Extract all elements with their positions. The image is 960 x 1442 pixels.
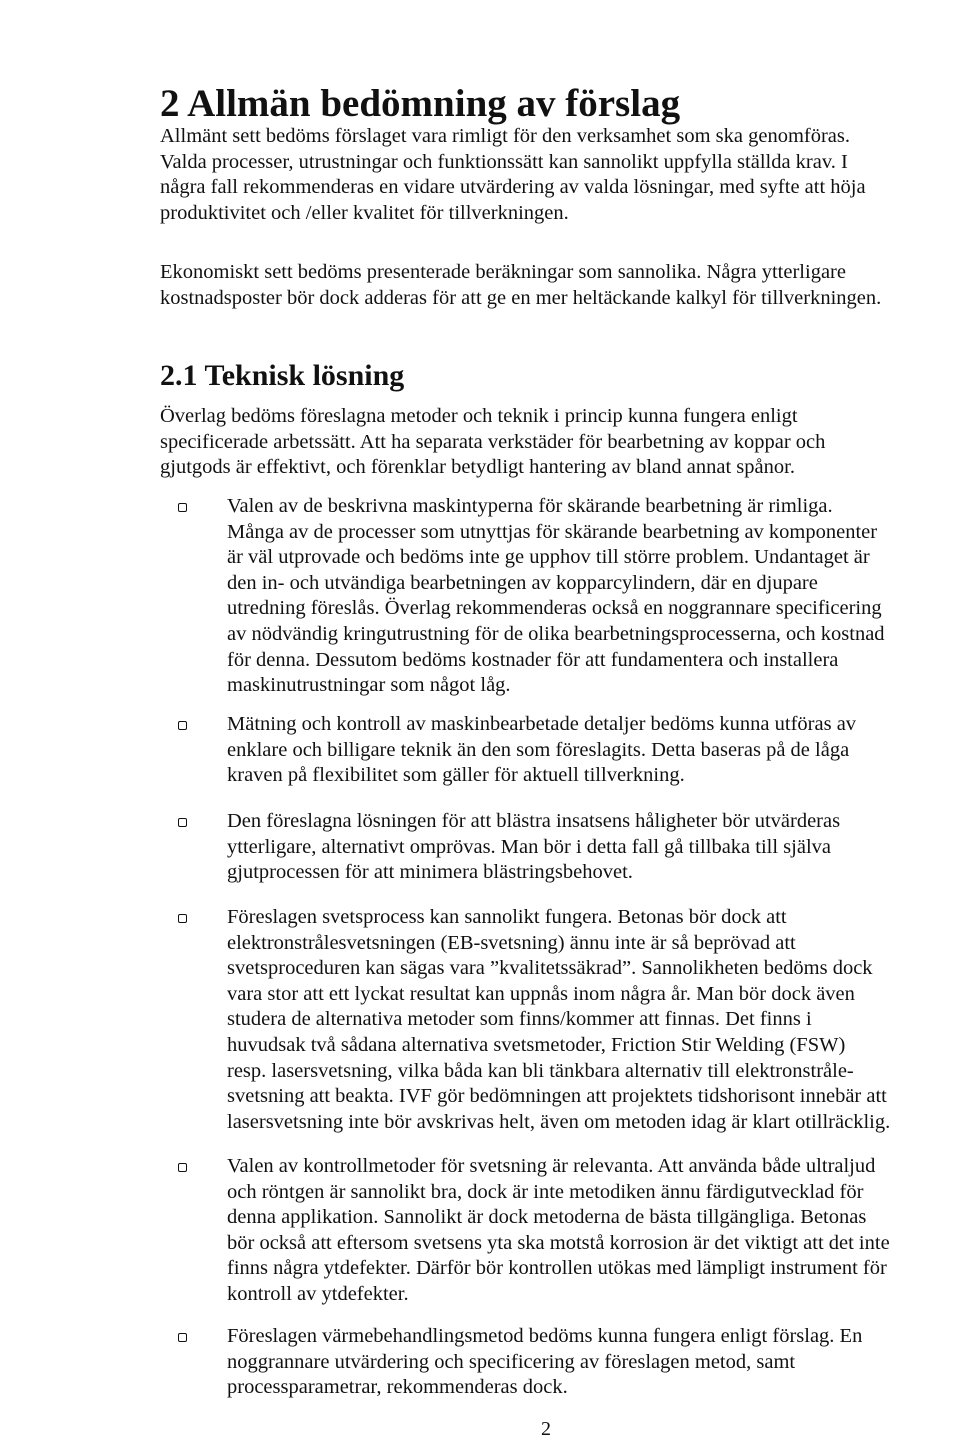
- text-line: processparametrar, rekommenderas dock.: [227, 1376, 568, 1399]
- text-line: svetsning att beakta. IVF gör bedömningen att projektets tidshorisont innebär att: [227, 1085, 887, 1108]
- text-line: Den föreslagna lösningen för att blästra insatsens håligheter bör utvärderas: [227, 810, 841, 832]
- text-line: studera de alternativa metoder som finns/kommer att finnas. Det finns i: [227, 1008, 812, 1031]
- text-line: Överlag bedöms föreslagna metoder och teknik i princip kunna fungera enligt: [160, 405, 798, 427]
- text-line: Föreslagen svetsprocess kan sannolikt fungera. Betonas bör dock att: [227, 906, 787, 928]
- text-line: ytterligare, alternativt omprövas. Man bör i detta fall gå tillbaka till själva: [227, 835, 831, 858]
- text-line: kraven på flexibilitet som gäller för aktuell tillverkning.: [227, 764, 685, 787]
- text-line: av nödvändig kringutrustning för de olika bearbetningsprocesserna, och kostnad: [227, 622, 885, 645]
- checkbox-bullet-icon: [178, 1163, 187, 1172]
- checkbox-bullet-icon: [178, 503, 187, 512]
- checkbox-bullet-icon: [178, 914, 187, 923]
- text-line: noggrannare utvärdering och specificering av föreslagen metod, samt: [227, 1350, 796, 1373]
- section-heading: 2.1 Teknisk lösning: [160, 359, 405, 392]
- text-line: Många av de processer som utnyttjas för skärande bearbetning av komponenter: [227, 520, 878, 543]
- text-line: Valda processer, utrustningar och funktionssätt kan sannolikt uppfylla ställda krav. I: [160, 150, 848, 173]
- text-line: produktivitet och /eller kvalitet för tillverkningen.: [160, 201, 569, 224]
- text-line: kostnadsposter bör dock adderas för att ge en mer heltäckande kalkyl för tillverkningen.: [160, 286, 882, 309]
- text-line: denna applikation. Sannolikt är dock metoderna de bästa tillgängliga. Betonas: [227, 1206, 867, 1229]
- checkbox-bullet-icon: [178, 1333, 187, 1342]
- text-line: resp. lasersvetsning, vilka båda kan bli tänkbara alternativ till elektronstråle-: [227, 1059, 854, 1082]
- section-paragraph: [160, 404, 920, 481]
- text-line: Mätning och kontroll av maskinbearbetade detaljer bedöms kunna utföras av: [227, 713, 857, 735]
- intro-paragraph-1: [160, 124, 920, 226]
- bullet-text: [227, 1324, 927, 1401]
- checkbox-bullet-icon: [178, 818, 187, 827]
- text-line: kontroll av ytdefekter.: [227, 1282, 409, 1305]
- text-line: några fall rekommenderas en vidare utvärdering av valda lösningar, med syfte att höja: [160, 176, 866, 198]
- text-line: enklare och billigare teknik än den som föreslagits. Detta baseras på de låga: [227, 738, 850, 761]
- text-line: den in- och utvändiga bearbetningen av kopparcylindern, där en djupare: [227, 571, 818, 594]
- text-line: Valen av de beskrivna maskintyperna för skärande bearbetning är rimliga.: [227, 495, 833, 517]
- text-line: svetsproceduren kan sägas vara ”kvalitetssäkrad”. Sannolikheten bedöms dock: [227, 957, 873, 980]
- text-line: Valen av kontrollmetoder för svetsning är relevanta. Att använda både ultraljud: [227, 1155, 876, 1177]
- text-line: gjutprocessen för att minimera blästringsbehovet.: [227, 861, 633, 884]
- text-line: huvudsak två sådana alternativa svetsmetoder, Friction Stir Welding (FSW): [227, 1033, 846, 1056]
- bullet-text: [227, 1154, 927, 1308]
- text-line: utredning föreslås. Överlag rekommenderas också en noggrannare specificering: [227, 597, 882, 620]
- text-line: är väl utprovade och bedöms inte ge upphov till större problem. Undantaget är: [227, 546, 870, 569]
- text-line: finns några ytdefekter. Därför bör kontrollen utökas med lämpligt instrument för: [227, 1257, 887, 1280]
- text-line: bör också att eftersom svetsens yta ska motstå korrosion är det viktigt att det inte: [227, 1231, 890, 1254]
- checkbox-bullet-icon: [178, 721, 187, 730]
- text-line: Allmänt sett bedöms förslaget vara rimligt för den verksamhet som ska genomföras.: [160, 125, 850, 147]
- text-line: lasersvetsning inte bör avskrivas helt, även om metoden idag är klart otillräcklig.: [227, 1110, 891, 1133]
- bullet-text: [227, 905, 927, 1135]
- page-heading: 2 Allmän bedömning av förslag: [160, 82, 681, 125]
- bullet-text: [227, 712, 927, 789]
- text-line: elektronstrålesvetsningen (EB-svetsning) ännu inte är så beprövad att: [227, 931, 796, 954]
- text-line: gjutgods är effektivt, och förenklar betydligt hantering av bland annat spånor.: [160, 456, 795, 478]
- text-line: och röntgen är sannolikt bra, dock är inte metodiken ännu färdigutvecklad för: [227, 1180, 864, 1203]
- text-line: Ekonomiskt sett bedöms presenterade beräkningar som sannolika. Några ytterligare: [160, 261, 846, 283]
- bullet-text: [227, 494, 927, 699]
- text-line: Föreslagen värmebehandlingsmetod bedöms kunna fungera enligt förslag. En: [227, 1325, 863, 1347]
- text-line: specificerade arbetssätt. Att ha separata verkstäder för bearbetning av koppar och: [160, 430, 826, 453]
- text-line: maskinutrustningar som något låg.: [227, 674, 511, 697]
- page-number: 2: [541, 1418, 551, 1440]
- text-line: för denna. Dessutom bedöms kostnader för att fundamentera och installera: [227, 648, 839, 671]
- text-line: vara stor att ett lyckat resultat kan uppnås inom några år. Man bör dock även: [227, 982, 855, 1005]
- intro-paragraph-2: [160, 260, 920, 311]
- bullet-text: [227, 809, 927, 886]
